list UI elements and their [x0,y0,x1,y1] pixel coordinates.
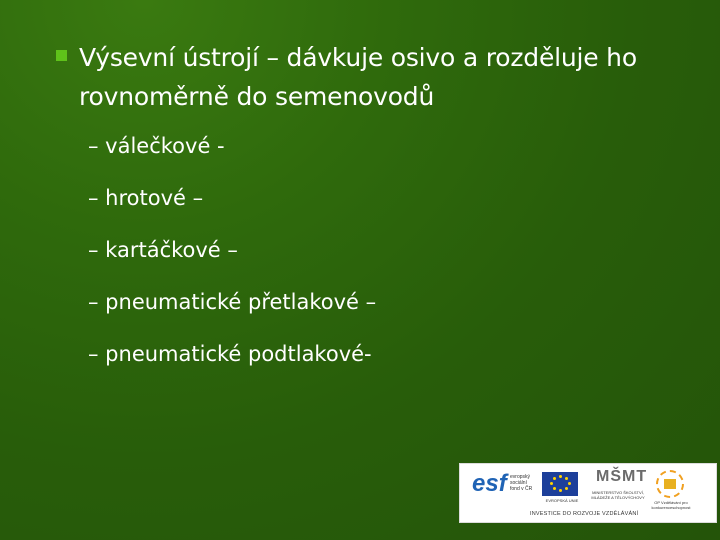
msmt-caption: MINISTERSTVO ŠKOLSTVÍ, MLÁDEŽE A TĚLOVÝCHOVY [591,490,645,500]
funding-logo-strip [459,463,717,523]
sub-item: – pneumatické přetlakové – [88,290,377,314]
sub-item: – válečkové - [88,134,225,158]
op-vk-logo [656,470,684,498]
investment-slogan: INVESTICE DO ROZVOJE VZDĚLÁVÁNÍ [530,511,639,517]
esf-caption: evropský sociální fond v ČR [510,474,533,492]
main-bullet-item [56,38,696,116]
msmt-logo: MŠMT [596,468,648,485]
eu-flag-logo [542,472,578,496]
esf-logo [472,470,533,497]
sub-item: – kartáčkové – [88,238,238,262]
esf-logo-letters: esf [472,470,507,497]
op-caption: OP Vzdělávání pro konkurenceschopnost [651,500,691,510]
sub-item-list [88,132,376,392]
square-bullet-icon [56,50,67,61]
sub-item: – pneumatické podtlakové- [88,342,372,366]
sub-item: – hrotové – [88,186,204,210]
main-bullet-text: Výsevní ústrojí – dávkuje osivo a rozděluje ho rovnoměrně do semenovodů [79,43,637,111]
eu-caption: EVROPSKÁ UNIE [545,498,579,503]
